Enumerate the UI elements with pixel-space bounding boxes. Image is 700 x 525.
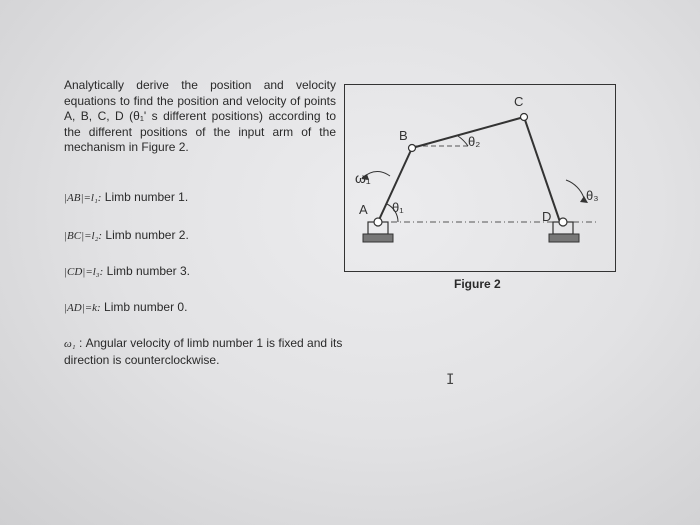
- label-omega1: ω₁: [355, 170, 371, 186]
- label-b: B: [399, 128, 408, 143]
- limb-3-symbol: |CD|=l₃:: [64, 266, 104, 278]
- label-a: A: [359, 202, 368, 217]
- problem-statement: Analytically derive the position and velocity equations to find the position and velocity of points A, B, C, D (θ₁' s different positions) according to the different positions of the input arm of the mechanism in Figure 2.: [64, 78, 336, 154]
- limb-0-desc: Limb number 0.: [104, 300, 188, 314]
- limb-1-symbol: |AB|=l₁:: [64, 192, 102, 204]
- limb-3-desc: Limb number 3.: [106, 264, 191, 278]
- omega-text: : Angular velocity of limb number 1 is fixed and its direction is counterclockwise.: [64, 336, 343, 367]
- theta3-arc: [566, 180, 584, 198]
- limb-1-desc: Limb number 1.: [104, 190, 189, 204]
- limb-0-symbol: |AD|=k:: [64, 302, 101, 314]
- omega-symbol: ω₁: [64, 338, 76, 350]
- text-cursor-icon: I: [446, 372, 455, 388]
- limb-2-symbol: |BC|=l₂:: [64, 230, 103, 242]
- link-cd: [524, 117, 560, 222]
- figure-caption: Figure 2: [454, 277, 501, 291]
- label-d: D: [542, 209, 552, 224]
- joint-c: [521, 114, 528, 121]
- label-theta3: θ₃: [586, 188, 599, 203]
- limb-2-desc: Limb number 2.: [105, 228, 189, 242]
- label-c: C: [514, 94, 524, 109]
- joint-b: [409, 145, 416, 152]
- label-theta2: θ₂: [468, 134, 481, 149]
- label-theta1: θ₁: [392, 200, 404, 215]
- theta2-arc: [458, 136, 468, 146]
- support-a: [363, 218, 393, 242]
